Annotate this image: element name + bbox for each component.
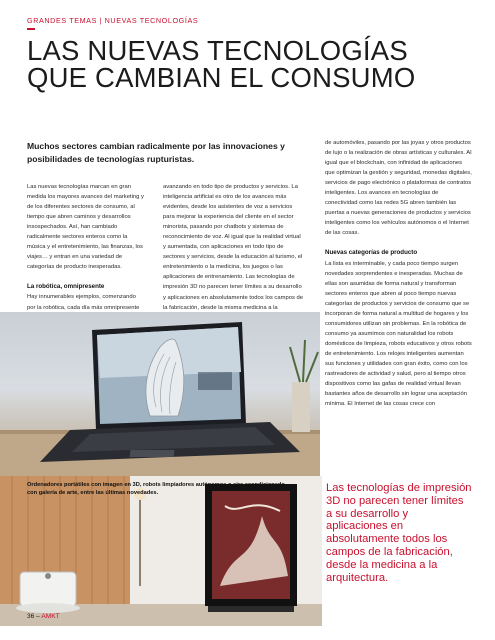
page-number: 36 bbox=[27, 613, 35, 620]
body-column-3 bbox=[325, 138, 472, 409]
page-title bbox=[27, 37, 457, 91]
subheading-robotica: La robótica, omnipresente bbox=[27, 283, 105, 291]
laptop-illustration bbox=[0, 312, 320, 482]
pull-quote: Las tecnologías de impresión 3D no parecen tener límites a su desarrollo y aplicaciones en absolutamente todos los campos de la fabricación, desde la medicina a la arquitectura. bbox=[326, 482, 472, 584]
laptop-photo bbox=[0, 312, 320, 482]
subheading-nuevas-categorias: Nuevas categorías de producto bbox=[325, 249, 418, 257]
body-paragraph: Las nuevas tecnologías marcan en gran medida los mayores avances del marketing y de los diferentes sectores de consumo, al tiempo que abren caminos y desarrollos insospechados. Así, han cambiado radicalmente sectores enteros como la música y el entretenimiento, las finanzas, los viajes… y entran en una variedad de categorías de producto inesperadas. bbox=[27, 184, 144, 271]
title-line-1: LAS NUEVAS TECNOLOGÍAS bbox=[27, 35, 408, 66]
body-paragraph: Hay innumerables ejemplos, comenzando por la robótica, cada día más omnipresente bbox=[27, 294, 140, 311]
page-footer bbox=[27, 613, 60, 620]
image-caption: Ordenadores portátiles con imagen en 3D, robots limpiadores autónomos o aire acondicionado con galería de arte, entre las últimas novedades. bbox=[27, 482, 285, 496]
lead-paragraph: Muchos sectores cambian radicalmente por las innovaciones y posibilidades de tecnologías rupturistas. bbox=[27, 141, 285, 164]
title-line-2: QUE CAMBIAN EL CONSUMO bbox=[27, 62, 416, 93]
body-column-2 bbox=[163, 182, 305, 323]
body-paragraph: La lista es interminable, y cada poco tiempo surgen novedades sorprendentes e inesperadas. Muchas de ellas son asumidas de forma natural y transforman sectores enteros que abren al poco tiempo nuevas categorías de productos y servicios de consumo que se incorporan de forma natural a multitud de hogares y los consumidores utilizan sin problemas. En la robótica de consumo ya asumimos con naturalidad los robots domésticos de limpieza, robots educativos y otros robots de entretenimiento. Los relojes inteligentes aumentan sus funciones y utilidades con gran éxito, como con los rastreadores de actividad y salud, pero al tiempo otros dispositivos como las gafas de realidad virtual llevan bastantes años de desarrollo sin lograr una aceptación mínima. El Internet de las cosas crece con bbox=[325, 260, 472, 408]
accent-divider bbox=[27, 28, 35, 30]
section-kicker: GRANDES TEMAS | NUEVAS TECNOLOGÍAS bbox=[27, 16, 199, 25]
body-paragraph: de automóviles, pasando por las joyas y otros productos de lujo o la realización de obras artísticas y culturales. Al igual que el blockchain, con infinidad de aplicaciones que optimizan la gestión y seguridad, monedas digitales, servicios de pago electrónico o plataformas de contratos inteligentes. Los avances en tecnologías de conectividad como las redes 5G abren también las puertas a nuevas generaciones de productos y servicios inteligentes como los vehículos autónomos o el Internet de las cosas. bbox=[325, 140, 472, 237]
publication-brand: AMKT bbox=[41, 613, 60, 620]
robot-ac-photo bbox=[0, 476, 322, 626]
footer-separator: – bbox=[34, 613, 42, 620]
robot-ac-illustration bbox=[0, 476, 322, 626]
body-paragraph: avanzando en todo tipo de productos y servicios. La inteligencia artificial es otro de los avances más evidentes, desde los asistentes de voz a servicios para mejorar la experiencia del cliente en el sector minorista, pasando por chatbots y sistemas de reconocimiento de voz. Al igual que la realidad virtual y aumentada, con aplicaciones en todo tipo de sectores y servicios, desde la educación al turismo, el entretenimiento o la medicina, los juegos o las aplicaciones de entrenamiento. Las tecnologías de impresión 3D no parecen tener límites a su desarrollo y aplicaciones en absolutamente todos los campos de la fabricación, desde la misma medicina a la bbox=[163, 184, 304, 311]
